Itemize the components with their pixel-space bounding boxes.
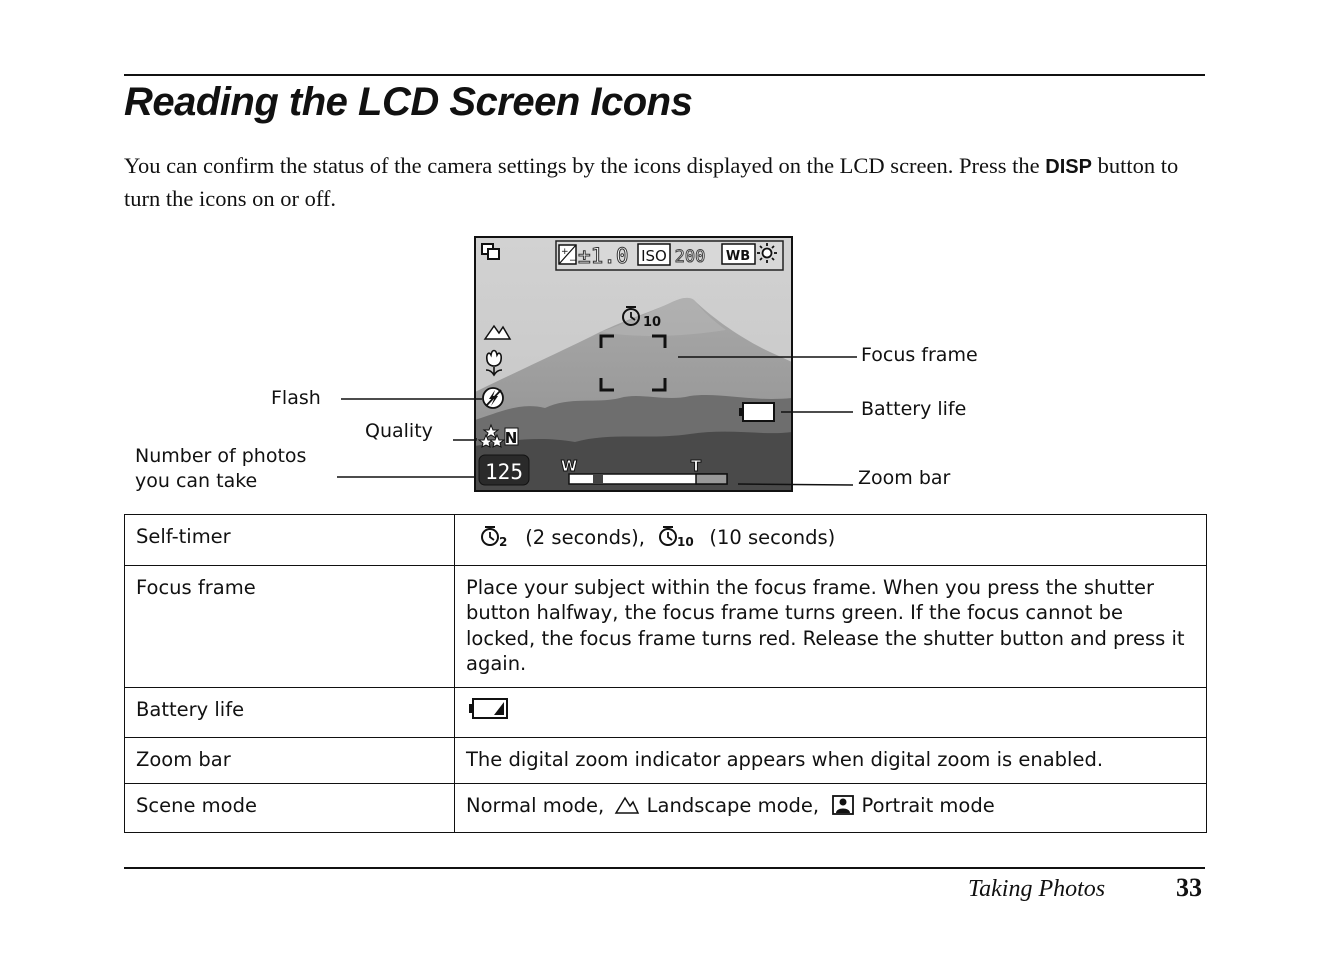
callout-focus-frame: Focus frame	[861, 344, 978, 366]
row-label: Focus frame	[125, 565, 455, 687]
intro-text-end: button to turn the icons on or off.	[124, 153, 1179, 211]
svg-text:2: 2	[499, 535, 508, 548]
callout-photos-line2: you can take	[135, 470, 258, 492]
self-timer-10-text: (10 seconds)	[709, 526, 836, 549]
row-description: Place your subject within the focus frame. When you press the shutter button halfway, the focus frame turns green. If the focus cannot be locked, the focus frame turns red. Release the shutter button and press it again.	[455, 565, 1207, 687]
iso-value: 200	[674, 247, 706, 267]
photo-count: 125	[485, 460, 523, 484]
self-timer-2-icon	[479, 524, 511, 555]
table-row	[125, 515, 1207, 566]
flash-off-icon	[483, 388, 503, 408]
battery-icon	[466, 697, 510, 728]
page-number: 33	[1176, 873, 1202, 902]
row-description	[455, 687, 1207, 738]
sun-icon	[757, 243, 777, 263]
lcd-photo	[475, 237, 792, 491]
intro-text-start: You can confirm the status of the camera settings by the icons displayed on the LCD screen. Press the	[124, 153, 1046, 178]
svg-text:−: −	[569, 256, 577, 266]
svg-text:10: 10	[677, 535, 694, 548]
normal-mode-text: Normal mode,	[466, 793, 605, 817]
row-label: Scene mode	[125, 783, 455, 833]
icon-table	[124, 514, 1207, 833]
lcd-self-timer-value: 10	[643, 315, 662, 330]
callout-photos-line1: Number of photos	[135, 445, 307, 467]
exposure-value: ±1.0	[578, 244, 629, 268]
table-row	[125, 565, 1207, 687]
zoom-wide-label: W	[560, 457, 578, 475]
callout-zoom-bar: Zoom bar	[858, 467, 951, 489]
quality-letter: N	[504, 429, 518, 447]
callout-flash: Flash	[271, 387, 321, 409]
row-description	[455, 783, 1207, 833]
portrait-icon	[831, 794, 855, 823]
disp-button-label: DISP	[1045, 156, 1092, 178]
row-description: The digital zoom indicator appears when digital zoom is enabled.	[455, 738, 1207, 784]
row-label: Self-timer	[125, 515, 455, 566]
table-row	[125, 687, 1207, 738]
callout-quality: Quality	[365, 420, 433, 442]
landscape-icon	[614, 794, 640, 823]
table-row	[125, 783, 1207, 833]
footer-section-title: Taking Photos	[968, 876, 1106, 902]
iso-label: ISO	[641, 247, 667, 265]
page-title: Reading the LCD Screen Icons	[124, 80, 693, 124]
lcd-battery-icon	[739, 403, 774, 421]
exposure-compensation-icon	[559, 245, 577, 266]
self-timer-10-icon	[657, 524, 697, 555]
callout-battery-life: Battery life	[861, 398, 967, 420]
svg-text:+: +	[561, 247, 569, 257]
bottom-rule	[124, 867, 1205, 869]
zoom-tele-label: T	[690, 457, 702, 475]
table-row	[125, 738, 1207, 784]
row-description	[455, 515, 1207, 566]
wb-label: WB	[725, 249, 751, 264]
row-label: Battery life	[125, 687, 455, 738]
landscape-mode-text: Landscape mode,	[646, 793, 820, 817]
self-timer-2-text: (2 seconds),	[525, 526, 645, 549]
portrait-mode-text: Portrait mode	[861, 793, 995, 817]
row-label: Zoom bar	[125, 738, 455, 784]
